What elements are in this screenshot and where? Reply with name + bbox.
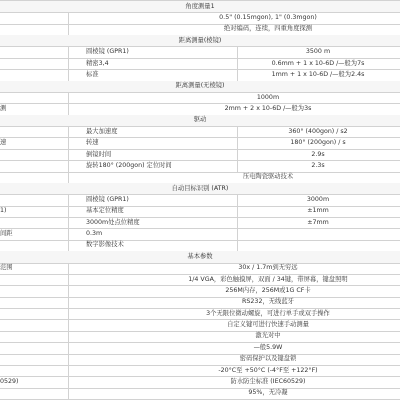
spec-value: -20°C至 +50°C (-4°F至 +122°F): [218, 366, 318, 374]
spec-value: 30x / 1.7m到无穷远: [238, 264, 298, 272]
table-row: [0, 376, 400, 387]
row-header: 范围: [0, 264, 13, 272]
column-divider: [68, 274, 69, 285]
column-divider: [68, 194, 69, 205]
section-row: [0, 183, 400, 194]
spec-label: 0.3m: [86, 229, 103, 237]
spec-label: 标准: [86, 70, 99, 78]
spec-value: 0.6mm + 1 x 10-6D /—般为7s: [271, 59, 365, 67]
column-divider: [68, 217, 69, 228]
column-divider: [237, 217, 238, 228]
column-divider: [68, 308, 69, 319]
table-row: [0, 46, 400, 57]
column-divider: [68, 365, 69, 376]
table-row: [0, 354, 400, 365]
column-divider: [68, 58, 69, 69]
table-row: [0, 388, 400, 399]
column-divider: [237, 240, 238, 251]
section-row: [0, 81, 400, 92]
spec-value: 压电陶瓷驱动技术: [242, 173, 294, 181]
spec-value: 激光对中: [255, 332, 281, 340]
column-divider: [68, 149, 69, 160]
column-divider: [237, 137, 238, 148]
spec-value: 3000m: [306, 195, 330, 203]
spec-value: ±7mm: [307, 218, 329, 226]
column-divider: [68, 240, 69, 251]
spec-value: 2.9s: [311, 150, 325, 158]
spec-value: 3500 m: [305, 48, 331, 56]
spec-label: 圆棱镜 (GPR1): [86, 48, 129, 56]
section-title: 基本参数: [187, 252, 213, 260]
row-header: 测: [0, 104, 7, 112]
table-row: [0, 149, 400, 160]
column-divider: [68, 126, 69, 137]
section-row: [0, 115, 400, 126]
table-row: [0, 342, 400, 353]
column-divider: [68, 46, 69, 57]
spec-label: 转速: [86, 138, 99, 146]
spec-label: 数字影像技术: [86, 241, 124, 249]
column-divider: [68, 319, 69, 330]
column-divider: [237, 228, 238, 239]
spec-label: 3000m处点位精度: [86, 218, 140, 226]
section-row: [0, 1, 400, 12]
table-row: [0, 308, 400, 319]
column-divider: [68, 354, 69, 365]
column-divider: [237, 126, 238, 137]
table-row: [0, 217, 400, 228]
table-row: [0, 92, 400, 103]
table-row: [0, 126, 400, 137]
column-divider: [68, 12, 69, 23]
table-row: [0, 69, 400, 80]
table-row: [0, 319, 400, 330]
spec-value: 绝对编码，连续，四重角度探测: [223, 25, 313, 33]
column-divider: [68, 160, 69, 171]
spec-value: 密码保护以及键盘锁: [239, 355, 297, 363]
column-divider: [68, 388, 69, 399]
column-divider: [68, 24, 69, 35]
column-divider: [237, 58, 238, 69]
column-divider: [68, 331, 69, 342]
section-title: 距离测量(棱镜): [178, 36, 222, 44]
spec-value: 1/4 VGA，彩色触摸屏，双面 / 34键，带屏幕，键盘照明: [188, 275, 348, 283]
spec-value: 3个无限位微动螺旋，可进行单手或双手操作: [206, 309, 330, 317]
table-row: [0, 285, 400, 296]
spec-label: 最大加速度: [86, 127, 118, 135]
column-divider: [68, 285, 69, 296]
spec-value: 0.5" (0.15mgon), 1" (0.3mgon): [219, 13, 317, 21]
spec-label: 倒镜时间: [86, 150, 112, 158]
spec-value: 1000m: [256, 93, 280, 101]
section-title: 角度测量1: [185, 2, 215, 10]
table-row: [0, 228, 400, 239]
spec-label: 旋转180° (200gon) 定位时间: [86, 161, 172, 169]
column-divider: [68, 228, 69, 239]
column-divider: [68, 137, 69, 148]
column-divider: [237, 46, 238, 57]
table-row: [0, 58, 400, 69]
section-row: [0, 35, 400, 46]
section-row: [0, 251, 400, 262]
spec-value: —般5.9W: [253, 343, 283, 351]
column-divider: [68, 103, 69, 114]
table-row: [0, 263, 400, 274]
spec-value: 2mm + 2 x 10-6D /—般为3s: [224, 104, 312, 112]
column-divider: [237, 69, 238, 80]
spec-value: 180° (200gon) / s: [290, 138, 346, 146]
table-row: [0, 137, 400, 148]
spec-value: 2.3s: [311, 161, 325, 169]
row-header: 0529): [0, 377, 19, 385]
row-header: 1): [0, 207, 7, 215]
column-divider: [68, 376, 69, 387]
table-row: [0, 103, 400, 114]
column-divider: [237, 206, 238, 217]
spec-value: 防水防尘标准 (IEC60529): [230, 377, 306, 385]
section-title: 驱动: [193, 116, 207, 124]
table-row: [0, 172, 400, 183]
section-title: 距离测量(无棱镜): [175, 82, 225, 90]
column-divider: [68, 92, 69, 103]
column-divider: [237, 160, 238, 171]
row-header: 间距: [0, 229, 13, 237]
table-row: [0, 206, 400, 217]
table-row: [0, 331, 400, 342]
table-row: [0, 240, 400, 251]
spec-value: RS232，无线蓝牙: [242, 298, 294, 306]
spec-value: 95%，无冷凝: [248, 389, 288, 397]
section-title: 自动目标识别 (ATR): [171, 184, 229, 192]
table-row: [0, 194, 400, 205]
spec-label: 圆棱镜 (GPR1): [86, 195, 129, 203]
column-divider: [68, 263, 69, 274]
column-divider: [68, 297, 69, 308]
spec-value: 360° (400gon) / s2: [288, 127, 348, 135]
spec-label: 精密3,4: [86, 59, 109, 67]
spec-label: 基本定位精度: [86, 207, 124, 215]
table-row: [0, 274, 400, 285]
column-divider: [68, 342, 69, 353]
column-divider: [68, 172, 69, 183]
spec-value: ±1mm: [307, 207, 329, 215]
spec-value: 1mm + 1 x 10-6D /—般为2.4s: [271, 70, 365, 78]
table-row: [0, 24, 400, 35]
column-divider: [68, 69, 69, 80]
table-row: [0, 160, 400, 171]
column-divider: [68, 206, 69, 217]
table-row: [0, 12, 400, 23]
column-divider: [237, 194, 238, 205]
spec-value: 自定义键可进行快速手动测量: [227, 320, 309, 328]
spec-value: 256M内存，256M或1G CF卡: [225, 286, 311, 294]
row-header: 速: [0, 138, 7, 146]
table-row: [0, 365, 400, 376]
column-divider: [237, 149, 238, 160]
table-row: [0, 297, 400, 308]
